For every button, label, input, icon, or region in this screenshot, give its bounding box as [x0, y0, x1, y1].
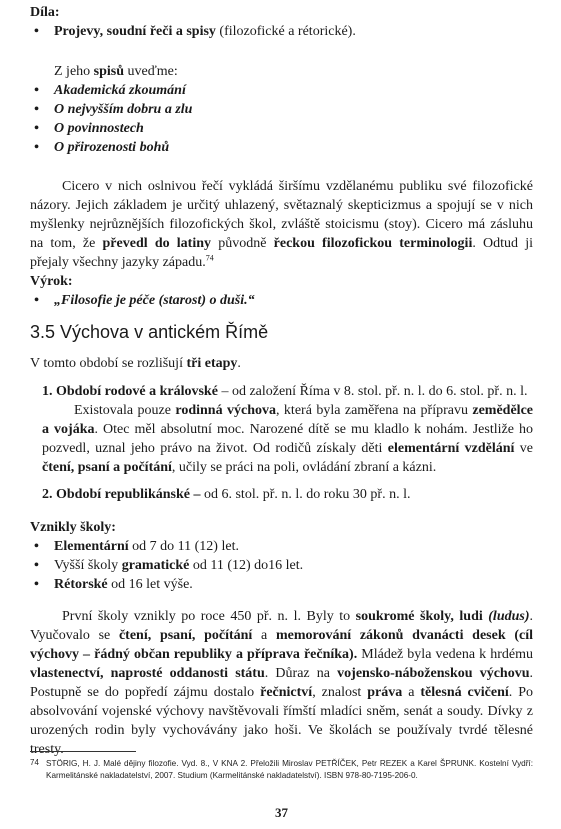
writings-item: • Akademická zkoumání	[30, 81, 533, 100]
footnote	[30, 758, 533, 782]
quote-heading: Výrok:	[30, 274, 73, 289]
writings-intro: Z jeho spisů uveďme:	[54, 64, 178, 79]
quote-section	[30, 272, 533, 310]
first-schools-paragraph: První školy vznikly po roce 450 př. n. l. Byly to soukromé školy, ludi (ludus). Vyučovalo se čtení, psaní, počítání a memorování zákonů dvanácti desek (cíl výchovy – řádný občan republiky a příprava řečníka). Mládež byla vedena k hrdému vlastenectví, naprosté oddanosti státu. Důraz na vojensko-náboženskou výchovu. Postupně se do popředí zájmu dostalo řečnictví, znalost práva a tělesná cvičení. Po absolvování vojenské výchovy navštěvovali římští mladíci sněm, senát a soudy. Dívky z urozených rodin byly vychovávány jako hoši. Ve školách se používaly tvrdé tělesné tresty.	[30, 609, 534, 757]
schools-heading: Vznikly školy:	[30, 520, 116, 535]
stage-2	[30, 485, 533, 504]
schools-item: • Elementární od 7 do 11 (12) let.	[30, 537, 533, 556]
works-item: • Projevy, soudní řeči a spisy (filozofické a rétorické).	[30, 22, 533, 41]
works-heading: Díla:	[30, 5, 60, 20]
schools-item: • Vyšší školy gramatické od 11 (12) do16 let.	[30, 556, 533, 575]
footnote-reference[interactable]: 74	[205, 253, 214, 263]
stage-2-heading: 2. Období republikánské – od 6. stol. př. n. l. do roku 30 př. n. l.	[42, 487, 411, 502]
page-number: 37	[275, 805, 288, 820]
writings-list	[30, 81, 533, 157]
works-list	[30, 22, 533, 41]
writings-item: • O povinnostech	[30, 119, 533, 138]
schools-list	[30, 537, 533, 594]
footnote-text: STÖRIG, H. J. Malé dějiny filozofie. Vyd. 8., V KNA 2. Přeložili Miroslav PETŘÍČEK, Petr REZEK a Karel ŠPRUNK. Kostelní Vydří: Karmelitánské nakladatelství, 2007. Studium (Karmelitánské nakladatelství). ISBN 978-80-7195-206-0.	[46, 759, 533, 780]
stage-1	[30, 382, 533, 477]
stages-intro: V tomto období se rozlišují tři etapy.	[30, 356, 241, 371]
footnote-mark: 74	[30, 758, 39, 767]
schools-item: • Rétorské od 16 let výše.	[30, 575, 533, 594]
writings-section	[30, 62, 533, 157]
works-section	[30, 3, 533, 41]
stage-1-body: Existovala pouze rodinná výchova, která byla zaměřena na přípravu zemědělce a vojáka. Otec měl absolutní moc. Narozené dítě se mu kladlo k nohám. Jestliže ho pozvedl, uznal jeho právo na život. Od rodičů získaly děti elementární vzdělání ve čtení, psaní a počítání, učily se práci na poli, ovládání zbraní a kázni.	[42, 403, 533, 475]
writings-item: • O přirozenosti bohů	[30, 138, 533, 157]
section-title: 3.5 Výchova v antickém Římě	[30, 322, 269, 342]
cicero-paragraph: Cicero v nich oslnivou řečí vykládá širšímu vzdělanému publiku své filozofické názory. Jejich základem je určitý uhlazený, světaznalý skepticizmus a spojují se v nich myšlenky nejrůznějších filozofických škol, zvláště stoicismu (stoy). Cicero má zásluhu na tom, že převedl do latiny původně řeckou filozofickou terminologii. Odtud ji přejaly všechny jazyky západu.$^{74}$	[30, 179, 534, 270]
writings-item: • O nejvyšším dobru a zlu	[30, 100, 533, 119]
footnote-divider	[30, 751, 136, 752]
quote-text: • „Filosofie je péče (starost) o duši.“	[30, 291, 533, 310]
stage-1-heading: 1. Období rodové a královské – od založení Říma v 8. stol. př. n. l. do 6. stol. př. n. l.	[42, 384, 528, 399]
schools-section	[30, 518, 533, 594]
